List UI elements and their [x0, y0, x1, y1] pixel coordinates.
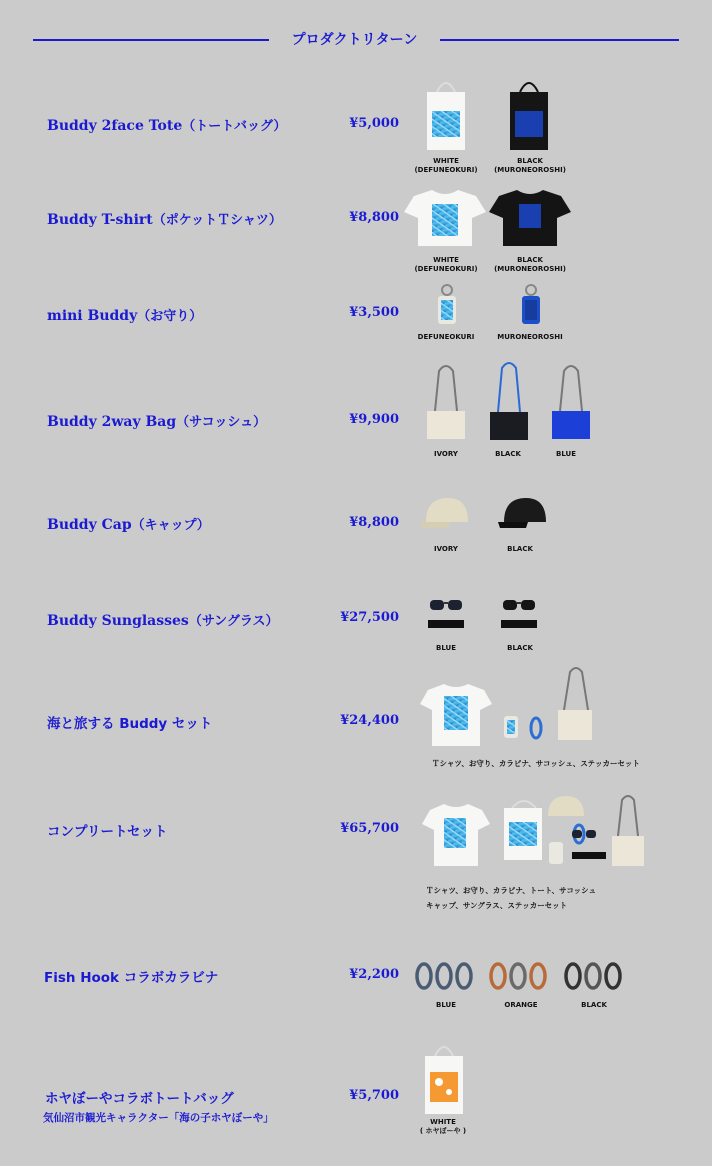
variant-caption: BLACK (MURONEOROSHI): [494, 157, 566, 174]
variant-caption: BLACK: [507, 545, 533, 553]
header-rule-left: [33, 39, 269, 41]
product-price: ¥5,000: [349, 116, 399, 131]
product-name: 海と旅する Buddy セット: [47, 716, 213, 732]
product-name: Fish Hook コラボカラビナ: [44, 970, 219, 986]
product-name: コンプリートセット: [47, 824, 168, 840]
section-title: プロダクトリターン: [291, 32, 418, 48]
travel-set-image: [420, 666, 620, 752]
product-name: Buddy T-shirt（ポケットＴシャツ）: [47, 212, 282, 228]
variant-caption: BLACK: [507, 644, 533, 652]
variant-caption: WHITE (DEFUNEOKURI): [414, 157, 478, 174]
product-price: ¥8,800: [349, 210, 399, 225]
variant-caption: MURONEOROSHI: [497, 333, 563, 341]
sunglasses-black-image: [500, 596, 538, 634]
bag-black-image: [490, 362, 528, 442]
product-name: Buddy Sunglasses（サングラス）: [47, 613, 279, 629]
product-name: Buddy Cap（キャップ）: [47, 517, 210, 533]
product-price: ¥27,500: [340, 610, 399, 625]
product-name: ホヤぼーやコラボトートバッグ: [45, 1091, 234, 1107]
product-price: ¥24,400: [340, 713, 399, 728]
carabiner-blue-image: [414, 962, 476, 990]
variant-caption: IVORY: [434, 450, 458, 458]
header-rule-right: [440, 39, 679, 41]
variant-caption: WHITE (DEFUNEOKURI): [414, 256, 478, 273]
product-price: ¥9,900: [349, 412, 399, 427]
variant-caption: ORANGE: [504, 1001, 538, 1009]
carabiner-black-image: [563, 962, 625, 990]
product-price: ¥5,700: [349, 1088, 399, 1103]
variant-caption: BLACK: [581, 1001, 607, 1009]
tshirt-white-image: [404, 190, 486, 246]
product-price: ¥3,500: [349, 305, 399, 320]
sunglasses-blue-image: [427, 596, 465, 634]
tote-black-image: [510, 78, 548, 150]
variant-caption: BLUE: [555, 450, 577, 458]
variant-caption: WHITE ( ホヤぼーや ): [419, 1118, 467, 1135]
charm-muroneoroshi-image: [520, 284, 542, 326]
variant-caption: IVORY: [434, 545, 458, 553]
complete-set-image: [422, 794, 646, 874]
product-name: Buddy 2face Tote（トートバッグ）: [47, 118, 287, 134]
tshirt-black-image: [489, 190, 571, 246]
set-contents-note: キャップ、サングラス、ステッカーセット: [426, 901, 568, 910]
product-subtitle: 気仙沼市観光キャラクター「海の子ホヤぼーや」: [43, 1112, 274, 1124]
variant-caption: BLUE: [435, 1001, 457, 1009]
product-name: mini Buddy（お守り）: [47, 308, 203, 324]
variant-caption: BLUE: [435, 644, 457, 652]
section-header: [33, 28, 679, 52]
variant-caption: BLACK (MURONEOROSHI): [494, 256, 566, 273]
bag-blue-image: [552, 365, 590, 441]
tote-white-image: [427, 78, 465, 150]
product-price: ¥2,200: [349, 967, 399, 982]
charm-defuneokuri-image: [436, 284, 458, 326]
set-contents-note: Ｔシャツ、お守り、カラビナ、サコッシュ、ステッカーセット: [432, 759, 640, 768]
cap-ivory-image: [420, 496, 472, 532]
variant-caption: BLACK: [495, 450, 521, 458]
carabiner-orange-image: [488, 962, 550, 990]
product-price: ¥65,700: [340, 821, 399, 836]
set-contents-note: Ｔシャツ、お守り、カラビナ、トート、サコッシュ: [426, 886, 597, 895]
product-price: ¥8,800: [349, 515, 399, 530]
tote-hoya-image: [425, 1042, 463, 1114]
bag-ivory-image: [427, 365, 465, 441]
variant-caption: DEFUNEOKURI: [417, 333, 475, 341]
product-name: Buddy 2way Bag（サコッシュ）: [47, 414, 267, 430]
cap-black-image: [498, 496, 550, 532]
